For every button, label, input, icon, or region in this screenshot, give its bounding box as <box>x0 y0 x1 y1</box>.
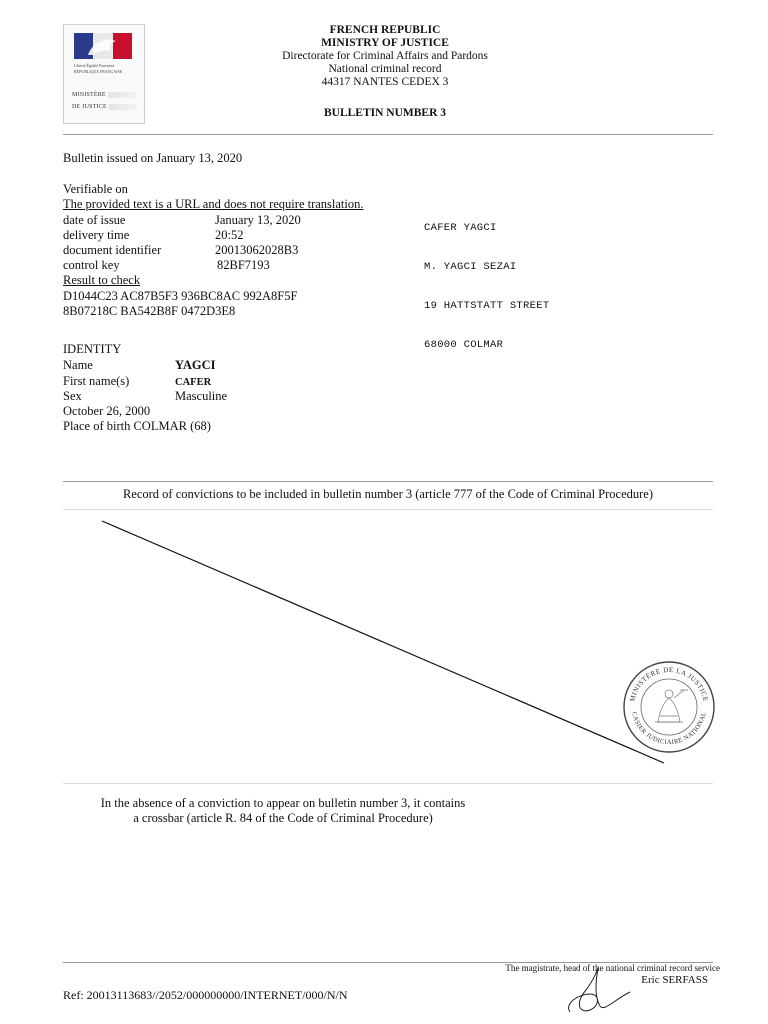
identity-heading: IDENTITY <box>63 342 122 356</box>
record-bottom-divider <box>63 783 713 784</box>
address-line: 19 HATTSTATT STREET <box>424 300 550 312</box>
header-postal: 44317 NANTES CEDEX 3 <box>321 76 449 88</box>
result-line-2: 8B07218C BA542B8F 0472D3E8 <box>63 304 236 318</box>
verifiable-label: Verifiable on <box>63 182 128 196</box>
header-directorate: Directorate for Criminal Affairs and Pardons <box>282 50 488 62</box>
header-ministry: MINISTRY OF JUSTICE <box>321 37 449 49</box>
field-time-value: 20:52 <box>215 228 244 242</box>
bulletin-title: BULLETIN NUMBER 3 <box>323 107 447 119</box>
seal-bottom-text: CASIER JUDICIAIRE NATIONAL <box>630 711 708 747</box>
field-docid-label: document identifier <box>63 243 162 257</box>
header-country: FRENCH REPUBLIC <box>329 24 441 36</box>
sex-value: Masculine <box>175 389 228 403</box>
magistrate-title: The magistrate, head of the national criminal record service <box>505 963 720 973</box>
address-line: CAFER YAGCI <box>424 222 497 234</box>
seal-top-text: MINISTÈRE DE LA JUSTICE <box>628 665 710 703</box>
record-title: Record of convictions to be included in bulletin number 3 (article 777 of the Code of Criminal Procedure) <box>122 487 654 501</box>
address-line: 68000 COLMAR <box>424 339 504 351</box>
first-name-value: CAFER <box>175 377 212 388</box>
birth-date: October 26, 2000 <box>63 404 151 418</box>
logo-republic: RÉPUBLIQUE FRANÇAISE <box>74 69 123 74</box>
verification-url[interactable]: The provided text is a URL and does not require translation. <box>63 197 364 211</box>
field-date-label: date of issue <box>63 213 126 227</box>
reference-number: Ref: 20013113683//2052/000000000/INTERNET/000/N/N <box>63 988 348 1002</box>
result-label: Result to check <box>63 273 141 287</box>
name-label: Name <box>63 358 93 372</box>
absence-note <box>63 796 503 826</box>
field-key-label: control key <box>63 258 120 272</box>
signature-icon <box>560 960 650 1020</box>
first-name-label: First name(s) <box>63 374 130 388</box>
signer-name: Eric SERFASS <box>641 974 708 986</box>
birth-place: Place of birth COLMAR (68) <box>63 419 211 433</box>
svg-text:CASIER JUDICIAIRE NATIONAL <box>630 711 707 746</box>
field-date-value: January 13, 2020 <box>215 213 301 227</box>
field-docid-value: 20013062028B3 <box>215 243 299 257</box>
absence-line-2: a crossbar (article R. 84 of the Code of Criminal Procedure) <box>133 811 433 825</box>
header-service: National criminal record <box>328 63 442 75</box>
logo-motto: Liberté Égalité Fraternité <box>74 63 115 68</box>
name-value: YAGCI <box>175 358 216 372</box>
issued-line: Bulletin issued on January 13, 2020 <box>63 151 243 165</box>
logo-ministry: MINISTÈRE DE JUSTICE <box>72 89 137 113</box>
address-line: M. YAGCI SEZAI <box>424 261 517 273</box>
sex-label: Sex <box>63 389 82 403</box>
field-key-value: 82BF7193 <box>217 258 270 272</box>
field-time-label: delivery time <box>63 228 130 242</box>
absence-line-1: In the absence of a conviction to appear on bulletin number 3, it contains <box>100 796 466 810</box>
result-line-1: D1044C23 AC87B5F3 936BC8AC 992A8F5F <box>63 289 298 303</box>
national-record-seal-icon <box>622 660 716 754</box>
